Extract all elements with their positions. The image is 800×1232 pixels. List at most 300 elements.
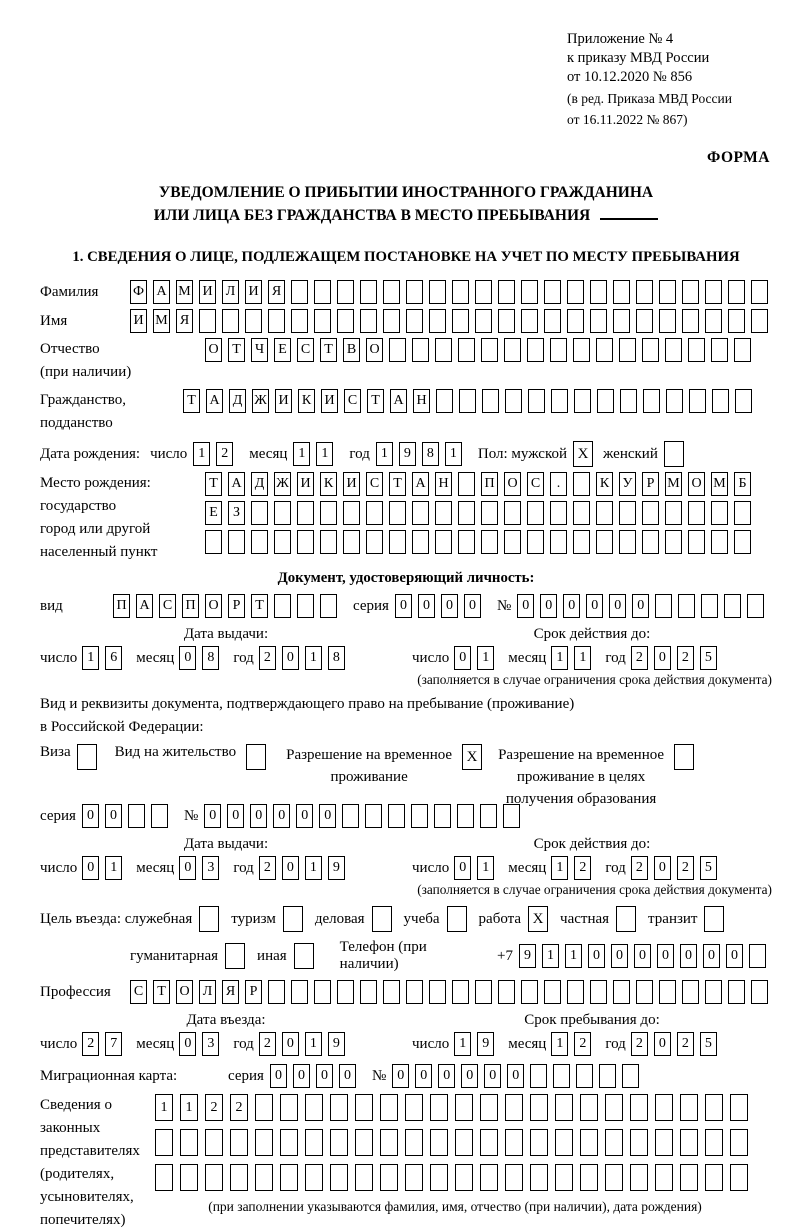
char-cell[interactable] bbox=[360, 980, 377, 1004]
char-cell[interactable]: 0 bbox=[282, 646, 299, 670]
char-cell[interactable] bbox=[343, 530, 360, 554]
char-cell[interactable] bbox=[412, 338, 429, 362]
char-cell[interactable] bbox=[435, 501, 452, 525]
char-cell[interactable] bbox=[504, 530, 521, 554]
char-cell[interactable] bbox=[412, 530, 429, 554]
char-cell[interactable]: 0 bbox=[273, 804, 290, 828]
char-cell[interactable]: 0 bbox=[654, 1032, 671, 1056]
char-cell[interactable] bbox=[475, 280, 492, 304]
char-cell[interactable] bbox=[521, 309, 538, 333]
char-cell[interactable] bbox=[688, 501, 705, 525]
char-cell[interactable]: 1 bbox=[305, 1032, 322, 1056]
char-cell[interactable]: 0 bbox=[657, 944, 674, 968]
char-cell[interactable]: М bbox=[153, 309, 170, 333]
char-cell[interactable] bbox=[636, 309, 653, 333]
char-cell[interactable]: 0 bbox=[540, 594, 557, 618]
char-cell[interactable]: 1 bbox=[477, 856, 494, 880]
char-cell[interactable] bbox=[383, 309, 400, 333]
char-cell[interactable] bbox=[682, 980, 699, 1004]
char-cell[interactable] bbox=[355, 1129, 373, 1156]
char-cell[interactable] bbox=[735, 389, 752, 413]
char-cell[interactable]: 0 bbox=[293, 1064, 310, 1088]
purpose-other-checkbox[interactable] bbox=[294, 943, 314, 969]
char-cell[interactable] bbox=[580, 1094, 598, 1121]
char-cell[interactable] bbox=[505, 1129, 523, 1156]
char-cell[interactable]: 2 bbox=[82, 1032, 99, 1056]
char-cell[interactable]: Ж bbox=[252, 389, 269, 413]
char-cell[interactable] bbox=[406, 309, 423, 333]
char-cell[interactable]: 2 bbox=[631, 856, 648, 880]
char-cell[interactable] bbox=[383, 980, 400, 1004]
char-cell[interactable] bbox=[596, 530, 613, 554]
char-cell[interactable] bbox=[711, 338, 728, 362]
char-cell[interactable] bbox=[573, 338, 590, 362]
char-cell[interactable]: 0 bbox=[654, 856, 671, 880]
char-cell[interactable]: А bbox=[206, 389, 223, 413]
char-cell[interactable] bbox=[705, 1164, 723, 1191]
char-cell[interactable] bbox=[530, 1094, 548, 1121]
char-cell[interactable] bbox=[205, 1164, 223, 1191]
char-cell[interactable]: С bbox=[344, 389, 361, 413]
char-cell[interactable]: 9 bbox=[399, 442, 416, 466]
char-cell[interactable] bbox=[430, 1094, 448, 1121]
char-cell[interactable] bbox=[528, 389, 545, 413]
char-cell[interactable] bbox=[498, 980, 515, 1004]
char-cell[interactable] bbox=[655, 1094, 673, 1121]
char-cell[interactable] bbox=[680, 1094, 698, 1121]
char-cell[interactable]: 0 bbox=[454, 646, 471, 670]
char-cell[interactable]: Р bbox=[245, 980, 262, 1004]
char-cell[interactable] bbox=[544, 280, 561, 304]
char-cell[interactable] bbox=[429, 980, 446, 1004]
char-cell[interactable] bbox=[455, 1129, 473, 1156]
char-cell[interactable] bbox=[605, 1129, 623, 1156]
char-cell[interactable] bbox=[550, 501, 567, 525]
char-cell[interactable] bbox=[705, 980, 722, 1004]
char-cell[interactable]: 0 bbox=[339, 1064, 356, 1088]
char-cell[interactable] bbox=[620, 389, 637, 413]
char-cell[interactable] bbox=[705, 1094, 723, 1121]
char-cell[interactable] bbox=[613, 280, 630, 304]
char-cell[interactable] bbox=[555, 1129, 573, 1156]
temp-residence-checkbox[interactable]: X bbox=[462, 744, 482, 770]
char-cell[interactable] bbox=[455, 1164, 473, 1191]
char-cell[interactable] bbox=[230, 1164, 248, 1191]
char-cell[interactable] bbox=[530, 1129, 548, 1156]
char-cell[interactable] bbox=[550, 338, 567, 362]
char-cell[interactable]: 1 bbox=[376, 442, 393, 466]
char-cell[interactable] bbox=[567, 309, 584, 333]
char-cell[interactable] bbox=[597, 389, 614, 413]
purpose-study-checkbox[interactable] bbox=[447, 906, 467, 932]
char-cell[interactable]: 0 bbox=[179, 646, 196, 670]
char-cell[interactable] bbox=[355, 1094, 373, 1121]
char-cell[interactable]: 1 bbox=[316, 442, 333, 466]
char-cell[interactable]: 8 bbox=[202, 646, 219, 670]
char-cell[interactable]: Б bbox=[734, 472, 751, 496]
purpose-official-checkbox[interactable] bbox=[199, 906, 219, 932]
sex-female-checkbox[interactable] bbox=[664, 441, 684, 467]
char-cell[interactable]: К bbox=[596, 472, 613, 496]
char-cell[interactable]: И bbox=[245, 280, 262, 304]
char-cell[interactable] bbox=[380, 1164, 398, 1191]
char-cell[interactable] bbox=[305, 1164, 323, 1191]
char-cell[interactable] bbox=[688, 338, 705, 362]
char-cell[interactable]: 2 bbox=[259, 856, 276, 880]
char-cell[interactable] bbox=[255, 1129, 273, 1156]
char-cell[interactable] bbox=[452, 980, 469, 1004]
char-cell[interactable]: 0 bbox=[250, 804, 267, 828]
purpose-tourism-checkbox[interactable] bbox=[283, 906, 303, 932]
char-cell[interactable] bbox=[574, 389, 591, 413]
char-cell[interactable] bbox=[551, 389, 568, 413]
char-cell[interactable] bbox=[590, 309, 607, 333]
char-cell[interactable]: А bbox=[153, 280, 170, 304]
char-cell[interactable]: И bbox=[321, 389, 338, 413]
char-cell[interactable] bbox=[429, 280, 446, 304]
char-cell[interactable] bbox=[366, 501, 383, 525]
char-cell[interactable] bbox=[605, 1164, 623, 1191]
char-cell[interactable]: 1 bbox=[565, 944, 582, 968]
char-cell[interactable] bbox=[452, 309, 469, 333]
char-cell[interactable] bbox=[330, 1094, 348, 1121]
char-cell[interactable] bbox=[274, 594, 291, 618]
char-cell[interactable] bbox=[605, 1094, 623, 1121]
char-cell[interactable] bbox=[643, 389, 660, 413]
char-cell[interactable]: 9 bbox=[477, 1032, 494, 1056]
char-cell[interactable]: 3 bbox=[202, 1032, 219, 1056]
char-cell[interactable] bbox=[360, 309, 377, 333]
char-cell[interactable]: 0 bbox=[609, 594, 626, 618]
char-cell[interactable] bbox=[630, 1129, 648, 1156]
char-cell[interactable]: К bbox=[320, 472, 337, 496]
char-cell[interactable]: У bbox=[619, 472, 636, 496]
char-cell[interactable] bbox=[405, 1094, 423, 1121]
char-cell[interactable]: 0 bbox=[105, 804, 122, 828]
char-cell[interactable] bbox=[128, 804, 145, 828]
char-cell[interactable] bbox=[228, 530, 245, 554]
char-cell[interactable]: 2 bbox=[259, 1032, 276, 1056]
char-cell[interactable]: С bbox=[159, 594, 176, 618]
char-cell[interactable] bbox=[388, 804, 405, 828]
char-cell[interactable]: С bbox=[297, 338, 314, 362]
char-cell[interactable]: 0 bbox=[392, 1064, 409, 1088]
char-cell[interactable] bbox=[365, 804, 382, 828]
char-cell[interactable]: 0 bbox=[680, 944, 697, 968]
char-cell[interactable] bbox=[280, 1094, 298, 1121]
residence-permit-checkbox[interactable] bbox=[246, 744, 266, 770]
char-cell[interactable] bbox=[297, 594, 314, 618]
char-cell[interactable] bbox=[590, 280, 607, 304]
char-cell[interactable] bbox=[180, 1164, 198, 1191]
char-cell[interactable] bbox=[429, 309, 446, 333]
char-cell[interactable] bbox=[151, 804, 168, 828]
char-cell[interactable]: 9 bbox=[519, 944, 536, 968]
purpose-transit-checkbox[interactable] bbox=[704, 906, 724, 932]
char-cell[interactable] bbox=[434, 804, 451, 828]
char-cell[interactable]: 0 bbox=[282, 1032, 299, 1056]
char-cell[interactable]: М bbox=[176, 280, 193, 304]
char-cell[interactable]: Ж bbox=[274, 472, 291, 496]
char-cell[interactable]: 1 bbox=[574, 646, 591, 670]
char-cell[interactable] bbox=[573, 530, 590, 554]
char-cell[interactable] bbox=[383, 280, 400, 304]
char-cell[interactable]: 1 bbox=[445, 442, 462, 466]
char-cell[interactable] bbox=[527, 501, 544, 525]
char-cell[interactable] bbox=[498, 280, 515, 304]
char-cell[interactable] bbox=[711, 501, 728, 525]
char-cell[interactable] bbox=[205, 530, 222, 554]
char-cell[interactable]: 2 bbox=[574, 1032, 591, 1056]
char-cell[interactable] bbox=[659, 980, 676, 1004]
char-cell[interactable]: Т bbox=[320, 338, 337, 362]
char-cell[interactable] bbox=[711, 530, 728, 554]
visa-checkbox[interactable] bbox=[77, 744, 97, 770]
char-cell[interactable] bbox=[665, 501, 682, 525]
char-cell[interactable]: Т bbox=[367, 389, 384, 413]
char-cell[interactable]: 1 bbox=[551, 1032, 568, 1056]
char-cell[interactable]: 7 bbox=[105, 1032, 122, 1056]
char-cell[interactable]: 0 bbox=[179, 1032, 196, 1056]
char-cell[interactable] bbox=[751, 280, 768, 304]
char-cell[interactable]: Л bbox=[222, 280, 239, 304]
char-cell[interactable] bbox=[230, 1129, 248, 1156]
char-cell[interactable] bbox=[712, 389, 729, 413]
char-cell[interactable] bbox=[751, 309, 768, 333]
char-cell[interactable]: 0 bbox=[586, 594, 603, 618]
char-cell[interactable]: 2 bbox=[216, 442, 233, 466]
char-cell[interactable] bbox=[430, 1164, 448, 1191]
char-cell[interactable]: 2 bbox=[574, 856, 591, 880]
char-cell[interactable] bbox=[749, 944, 766, 968]
char-cell[interactable]: 0 bbox=[270, 1064, 287, 1088]
char-cell[interactable] bbox=[251, 530, 268, 554]
char-cell[interactable]: А bbox=[412, 472, 429, 496]
char-cell[interactable] bbox=[636, 280, 653, 304]
char-cell[interactable] bbox=[297, 501, 314, 525]
char-cell[interactable] bbox=[480, 1094, 498, 1121]
char-cell[interactable] bbox=[245, 309, 262, 333]
char-cell[interactable] bbox=[555, 1094, 573, 1121]
char-cell[interactable] bbox=[734, 338, 751, 362]
char-cell[interactable] bbox=[573, 472, 590, 496]
char-cell[interactable] bbox=[255, 1094, 273, 1121]
char-cell[interactable] bbox=[430, 1129, 448, 1156]
char-cell[interactable]: 0 bbox=[415, 1064, 432, 1088]
char-cell[interactable] bbox=[330, 1129, 348, 1156]
char-cell[interactable] bbox=[567, 280, 584, 304]
char-cell[interactable] bbox=[305, 1129, 323, 1156]
char-cell[interactable]: О bbox=[205, 338, 222, 362]
char-cell[interactable] bbox=[636, 980, 653, 1004]
char-cell[interactable]: 0 bbox=[441, 594, 458, 618]
char-cell[interactable]: 1 bbox=[155, 1094, 173, 1121]
char-cell[interactable] bbox=[380, 1094, 398, 1121]
char-cell[interactable]: 0 bbox=[507, 1064, 524, 1088]
char-cell[interactable] bbox=[455, 1094, 473, 1121]
char-cell[interactable] bbox=[530, 1164, 548, 1191]
char-cell[interactable] bbox=[255, 1164, 273, 1191]
char-cell[interactable] bbox=[435, 530, 452, 554]
char-cell[interactable] bbox=[199, 309, 216, 333]
char-cell[interactable] bbox=[576, 1064, 593, 1088]
char-cell[interactable] bbox=[688, 530, 705, 554]
char-cell[interactable]: О bbox=[176, 980, 193, 1004]
char-cell[interactable] bbox=[680, 1129, 698, 1156]
sex-male-checkbox[interactable]: X bbox=[573, 441, 593, 467]
char-cell[interactable]: 0 bbox=[418, 594, 435, 618]
char-cell[interactable] bbox=[666, 389, 683, 413]
char-cell[interactable] bbox=[505, 1094, 523, 1121]
char-cell[interactable]: Н bbox=[413, 389, 430, 413]
char-cell[interactable] bbox=[659, 280, 676, 304]
char-cell[interactable] bbox=[613, 309, 630, 333]
char-cell[interactable] bbox=[619, 501, 636, 525]
char-cell[interactable]: В bbox=[343, 338, 360, 362]
char-cell[interactable] bbox=[337, 980, 354, 1004]
char-cell[interactable] bbox=[619, 530, 636, 554]
char-cell[interactable]: 0 bbox=[703, 944, 720, 968]
char-cell[interactable] bbox=[155, 1164, 173, 1191]
char-cell[interactable]: Р bbox=[228, 594, 245, 618]
char-cell[interactable] bbox=[728, 309, 745, 333]
char-cell[interactable] bbox=[659, 309, 676, 333]
char-cell[interactable] bbox=[630, 1164, 648, 1191]
char-cell[interactable]: 2 bbox=[205, 1094, 223, 1121]
char-cell[interactable] bbox=[360, 280, 377, 304]
char-cell[interactable] bbox=[728, 980, 745, 1004]
char-cell[interactable] bbox=[544, 309, 561, 333]
char-cell[interactable]: О bbox=[366, 338, 383, 362]
char-cell[interactable]: М bbox=[711, 472, 728, 496]
char-cell[interactable] bbox=[544, 980, 561, 1004]
char-cell[interactable] bbox=[555, 1164, 573, 1191]
char-cell[interactable] bbox=[280, 1129, 298, 1156]
char-cell[interactable] bbox=[590, 980, 607, 1004]
char-cell[interactable] bbox=[596, 338, 613, 362]
char-cell[interactable]: 0 bbox=[204, 804, 221, 828]
char-cell[interactable] bbox=[642, 338, 659, 362]
char-cell[interactable]: З bbox=[228, 501, 245, 525]
char-cell[interactable]: 0 bbox=[461, 1064, 478, 1088]
char-cell[interactable] bbox=[622, 1064, 639, 1088]
char-cell[interactable] bbox=[596, 501, 613, 525]
char-cell[interactable] bbox=[481, 530, 498, 554]
char-cell[interactable]: 2 bbox=[631, 646, 648, 670]
char-cell[interactable] bbox=[475, 309, 492, 333]
char-cell[interactable]: Л bbox=[199, 980, 216, 1004]
char-cell[interactable] bbox=[751, 980, 768, 1004]
char-cell[interactable]: 0 bbox=[319, 804, 336, 828]
char-cell[interactable] bbox=[580, 1129, 598, 1156]
char-cell[interactable] bbox=[389, 338, 406, 362]
char-cell[interactable]: 1 bbox=[454, 1032, 471, 1056]
char-cell[interactable]: А bbox=[136, 594, 153, 618]
char-cell[interactable] bbox=[521, 280, 538, 304]
purpose-humanitarian-checkbox[interactable] bbox=[225, 943, 245, 969]
char-cell[interactable] bbox=[619, 338, 636, 362]
char-cell[interactable] bbox=[274, 530, 291, 554]
char-cell[interactable]: Т bbox=[153, 980, 170, 1004]
char-cell[interactable] bbox=[498, 309, 515, 333]
char-cell[interactable]: И bbox=[199, 280, 216, 304]
char-cell[interactable] bbox=[155, 1129, 173, 1156]
char-cell[interactable]: С bbox=[366, 472, 383, 496]
char-cell[interactable]: Т bbox=[251, 594, 268, 618]
char-cell[interactable] bbox=[458, 472, 475, 496]
char-cell[interactable]: Т bbox=[205, 472, 222, 496]
char-cell[interactable]: Я bbox=[222, 980, 239, 1004]
char-cell[interactable] bbox=[458, 338, 475, 362]
char-cell[interactable] bbox=[630, 1094, 648, 1121]
char-cell[interactable] bbox=[682, 309, 699, 333]
char-cell[interactable] bbox=[320, 594, 337, 618]
char-cell[interactable]: Р bbox=[642, 472, 659, 496]
char-cell[interactable]: 8 bbox=[422, 442, 439, 466]
char-cell[interactable] bbox=[405, 1164, 423, 1191]
char-cell[interactable] bbox=[481, 338, 498, 362]
char-cell[interactable]: 2 bbox=[677, 856, 694, 880]
char-cell[interactable]: 2 bbox=[631, 1032, 648, 1056]
char-cell[interactable]: 1 bbox=[305, 856, 322, 880]
char-cell[interactable] bbox=[573, 501, 590, 525]
char-cell[interactable] bbox=[728, 280, 745, 304]
char-cell[interactable] bbox=[705, 1129, 723, 1156]
char-cell[interactable] bbox=[701, 594, 718, 618]
char-cell[interactable]: 5 bbox=[700, 856, 717, 880]
char-cell[interactable]: 0 bbox=[82, 804, 99, 828]
char-cell[interactable]: А bbox=[390, 389, 407, 413]
char-cell[interactable] bbox=[505, 389, 522, 413]
char-cell[interactable]: 1 bbox=[551, 646, 568, 670]
char-cell[interactable] bbox=[435, 338, 452, 362]
char-cell[interactable]: 0 bbox=[296, 804, 313, 828]
char-cell[interactable] bbox=[342, 804, 359, 828]
char-cell[interactable]: С bbox=[130, 980, 147, 1004]
char-cell[interactable] bbox=[504, 501, 521, 525]
char-cell[interactable]: 2 bbox=[677, 1032, 694, 1056]
char-cell[interactable] bbox=[180, 1129, 198, 1156]
char-cell[interactable] bbox=[406, 280, 423, 304]
char-cell[interactable]: П bbox=[481, 472, 498, 496]
char-cell[interactable] bbox=[705, 280, 722, 304]
char-cell[interactable]: 1 bbox=[105, 856, 122, 880]
char-cell[interactable]: 0 bbox=[484, 1064, 501, 1088]
char-cell[interactable] bbox=[680, 1164, 698, 1191]
char-cell[interactable]: 9 bbox=[328, 856, 345, 880]
char-cell[interactable]: О bbox=[504, 472, 521, 496]
purpose-business-checkbox[interactable] bbox=[372, 906, 392, 932]
char-cell[interactable]: 1 bbox=[542, 944, 559, 968]
char-cell[interactable] bbox=[724, 594, 741, 618]
char-cell[interactable] bbox=[730, 1129, 748, 1156]
char-cell[interactable] bbox=[389, 530, 406, 554]
char-cell[interactable]: 0 bbox=[454, 856, 471, 880]
char-cell[interactable] bbox=[366, 530, 383, 554]
char-cell[interactable] bbox=[330, 1164, 348, 1191]
char-cell[interactable]: К bbox=[298, 389, 315, 413]
char-cell[interactable]: 0 bbox=[438, 1064, 455, 1088]
char-cell[interactable]: Я bbox=[268, 280, 285, 304]
char-cell[interactable]: 5 bbox=[700, 1032, 717, 1056]
char-cell[interactable] bbox=[480, 1164, 498, 1191]
char-cell[interactable] bbox=[475, 980, 492, 1004]
char-cell[interactable] bbox=[530, 1064, 547, 1088]
char-cell[interactable]: Ф bbox=[130, 280, 147, 304]
char-cell[interactable] bbox=[480, 1129, 498, 1156]
char-cell[interactable] bbox=[505, 1164, 523, 1191]
char-cell[interactable]: М bbox=[665, 472, 682, 496]
